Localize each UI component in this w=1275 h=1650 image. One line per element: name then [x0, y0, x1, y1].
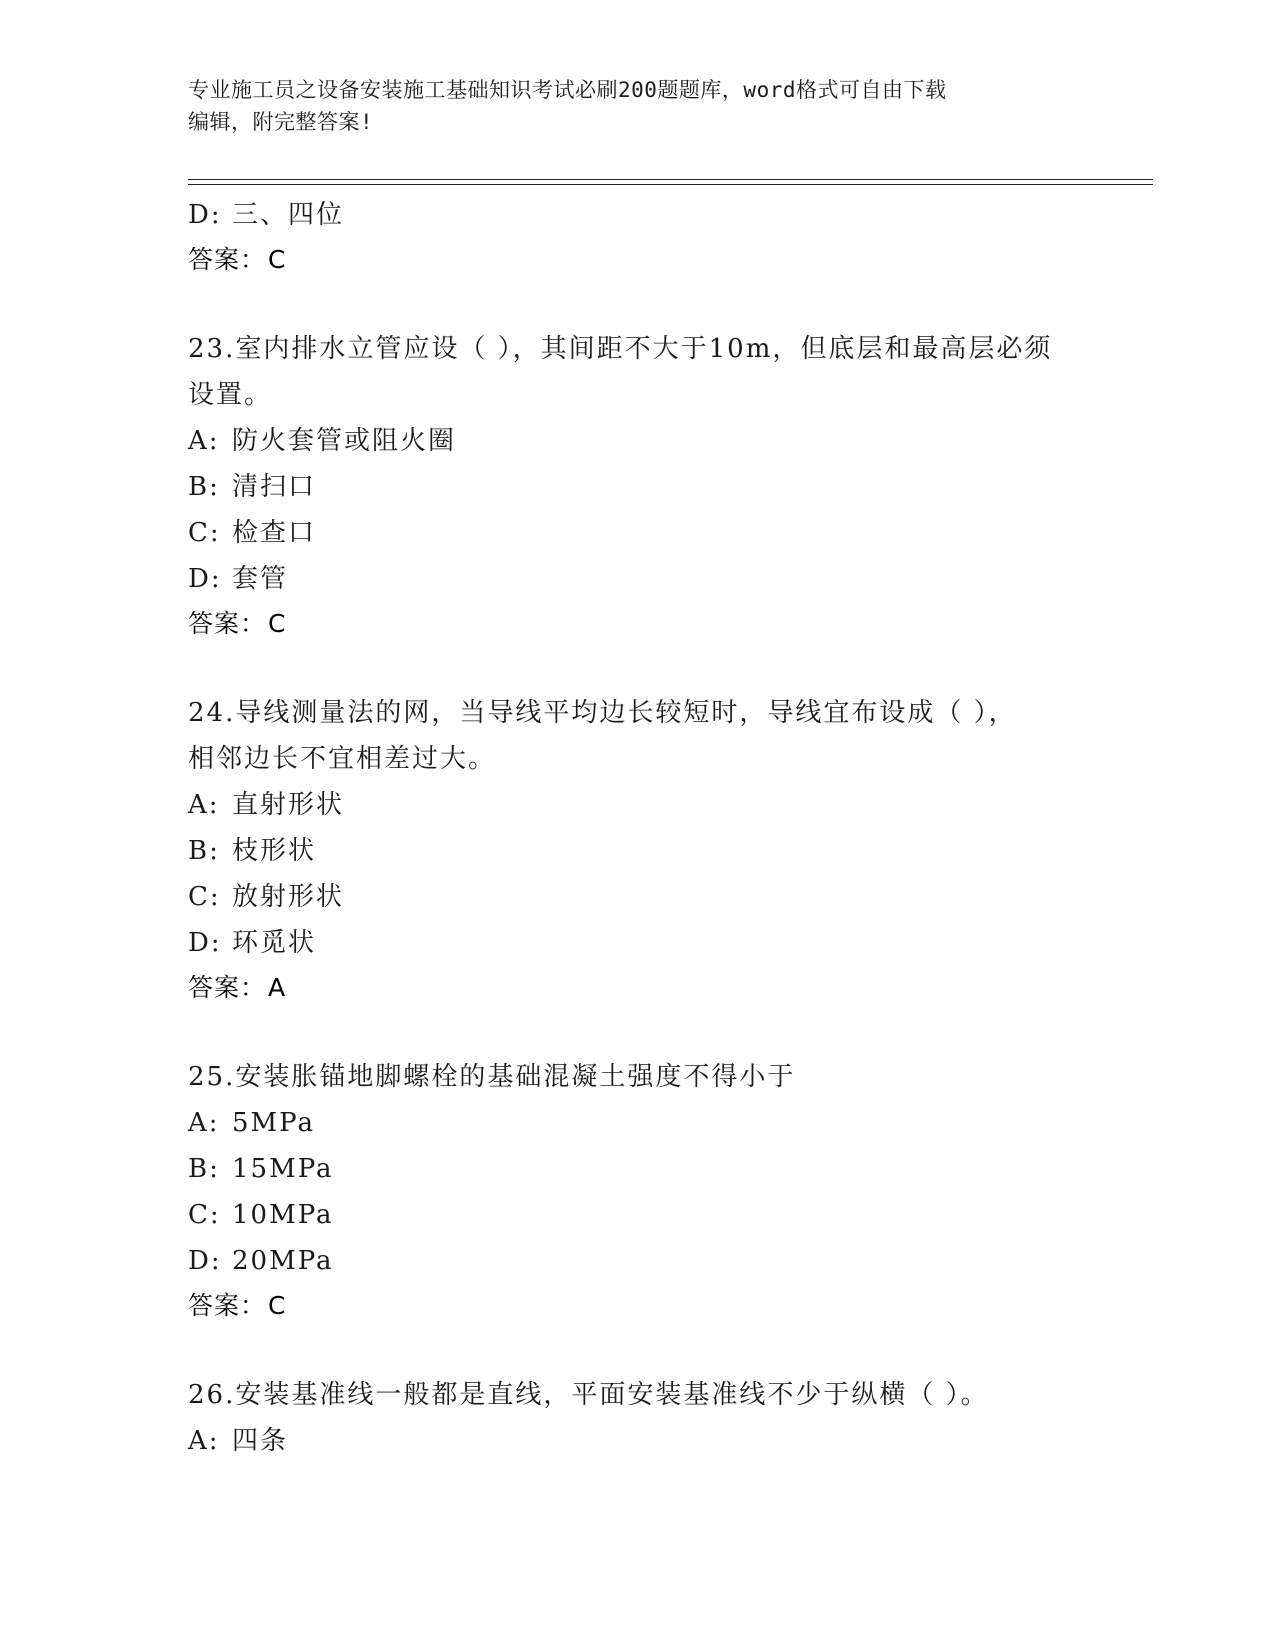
answer-label: 答案： — [188, 245, 267, 274]
option-text: 10MPa — [232, 1200, 334, 1230]
option-letter: B: — [188, 472, 220, 502]
question-stem-continued: 相邻边长不宜相差过大。 — [188, 744, 497, 774]
answer-value: A — [268, 973, 287, 1002]
option-letter: A: — [188, 1108, 220, 1138]
document-header — [188, 74, 1088, 138]
question-24 — [188, 690, 1088, 1010]
option-text: 防火套管或阻火圈 — [232, 426, 457, 456]
option-d — [188, 1238, 1088, 1284]
question-stem: 26.安装基准线一般都是直线，平面安装基准线不少于纵横（ ）。 — [188, 1380, 989, 1410]
option-b — [188, 1146, 1088, 1192]
option-text: 15MPa — [232, 1154, 334, 1184]
question-23 — [188, 326, 1088, 646]
question-stem: 25.安装胀锚地脚螺栓的基础混凝土强度不得小于 — [188, 1062, 796, 1092]
question-stem: 24.导线测量法的网，当导线平均边长较短时，导线宜布设成（ ）， — [188, 698, 1017, 728]
option-letter: B: — [188, 1154, 220, 1184]
option-letter: D: — [188, 564, 222, 594]
question-26 — [188, 1372, 1088, 1464]
option-letter: D: — [188, 928, 222, 958]
option-text: 环觅状 — [232, 928, 317, 958]
option-a — [188, 1100, 1088, 1146]
question-content — [188, 192, 1088, 1464]
spacer — [188, 646, 1088, 690]
answer-value: C — [268, 245, 287, 274]
option-letter: C: — [188, 518, 221, 548]
option-text: 5MPa — [232, 1108, 315, 1138]
option-text: 套管 — [232, 564, 289, 594]
answer-value: C — [268, 609, 287, 638]
answer-line — [188, 1284, 1088, 1328]
question-stem-continued: 设置。 — [188, 380, 273, 410]
option-text: 直射形状 — [232, 790, 345, 820]
option-b — [188, 828, 1088, 874]
option-letter: B: — [188, 836, 220, 866]
answer-label: 答案： — [188, 1291, 267, 1320]
answer-label: 答案： — [188, 609, 267, 638]
option-a — [188, 418, 1088, 464]
header-line-1: 专业施工员之设备安装施工基础知识考试必刷200题题库，word格式可自由下载 — [188, 78, 947, 102]
option-text: 枝形状 — [232, 836, 317, 866]
option-letter: A: — [188, 426, 220, 456]
answer-line — [188, 966, 1088, 1010]
spacer — [188, 282, 1088, 326]
option-d — [188, 192, 1088, 238]
option-c — [188, 510, 1088, 556]
option-text: 放射形状 — [232, 882, 345, 912]
header-divider-top — [188, 179, 1153, 180]
option-a — [188, 1418, 1088, 1464]
option-text: 20MPa — [232, 1246, 334, 1276]
header-line-2: 编辑，附完整答案! — [188, 110, 374, 134]
spacer — [188, 1010, 1088, 1054]
option-letter: C: — [188, 882, 221, 912]
question-25 — [188, 1054, 1088, 1328]
answer-line — [188, 238, 1088, 282]
answer-value: C — [268, 1291, 287, 1320]
option-a — [188, 782, 1088, 828]
option-c — [188, 874, 1088, 920]
option-d — [188, 920, 1088, 966]
option-letter: A: — [188, 1426, 220, 1456]
option-b — [188, 464, 1088, 510]
answer-line — [188, 602, 1088, 646]
option-text: 三、四位 — [232, 200, 345, 230]
option-c — [188, 1192, 1088, 1238]
option-letter: A: — [188, 790, 220, 820]
option-d — [188, 556, 1088, 602]
spacer — [188, 1328, 1088, 1372]
option-text: 检查口 — [232, 518, 317, 548]
option-letter: C: — [188, 1200, 221, 1230]
option-text: 四条 — [232, 1426, 289, 1456]
header-divider-bottom — [188, 184, 1153, 185]
option-letter: D: — [188, 1246, 222, 1276]
option-letter: D: — [188, 200, 222, 230]
question-stem: 23.室内排水立管应设（ ），其间距不大于10m，但底层和最高层必须 — [188, 334, 1053, 364]
answer-label: 答案： — [188, 973, 267, 1002]
option-text: 清扫口 — [232, 472, 317, 502]
